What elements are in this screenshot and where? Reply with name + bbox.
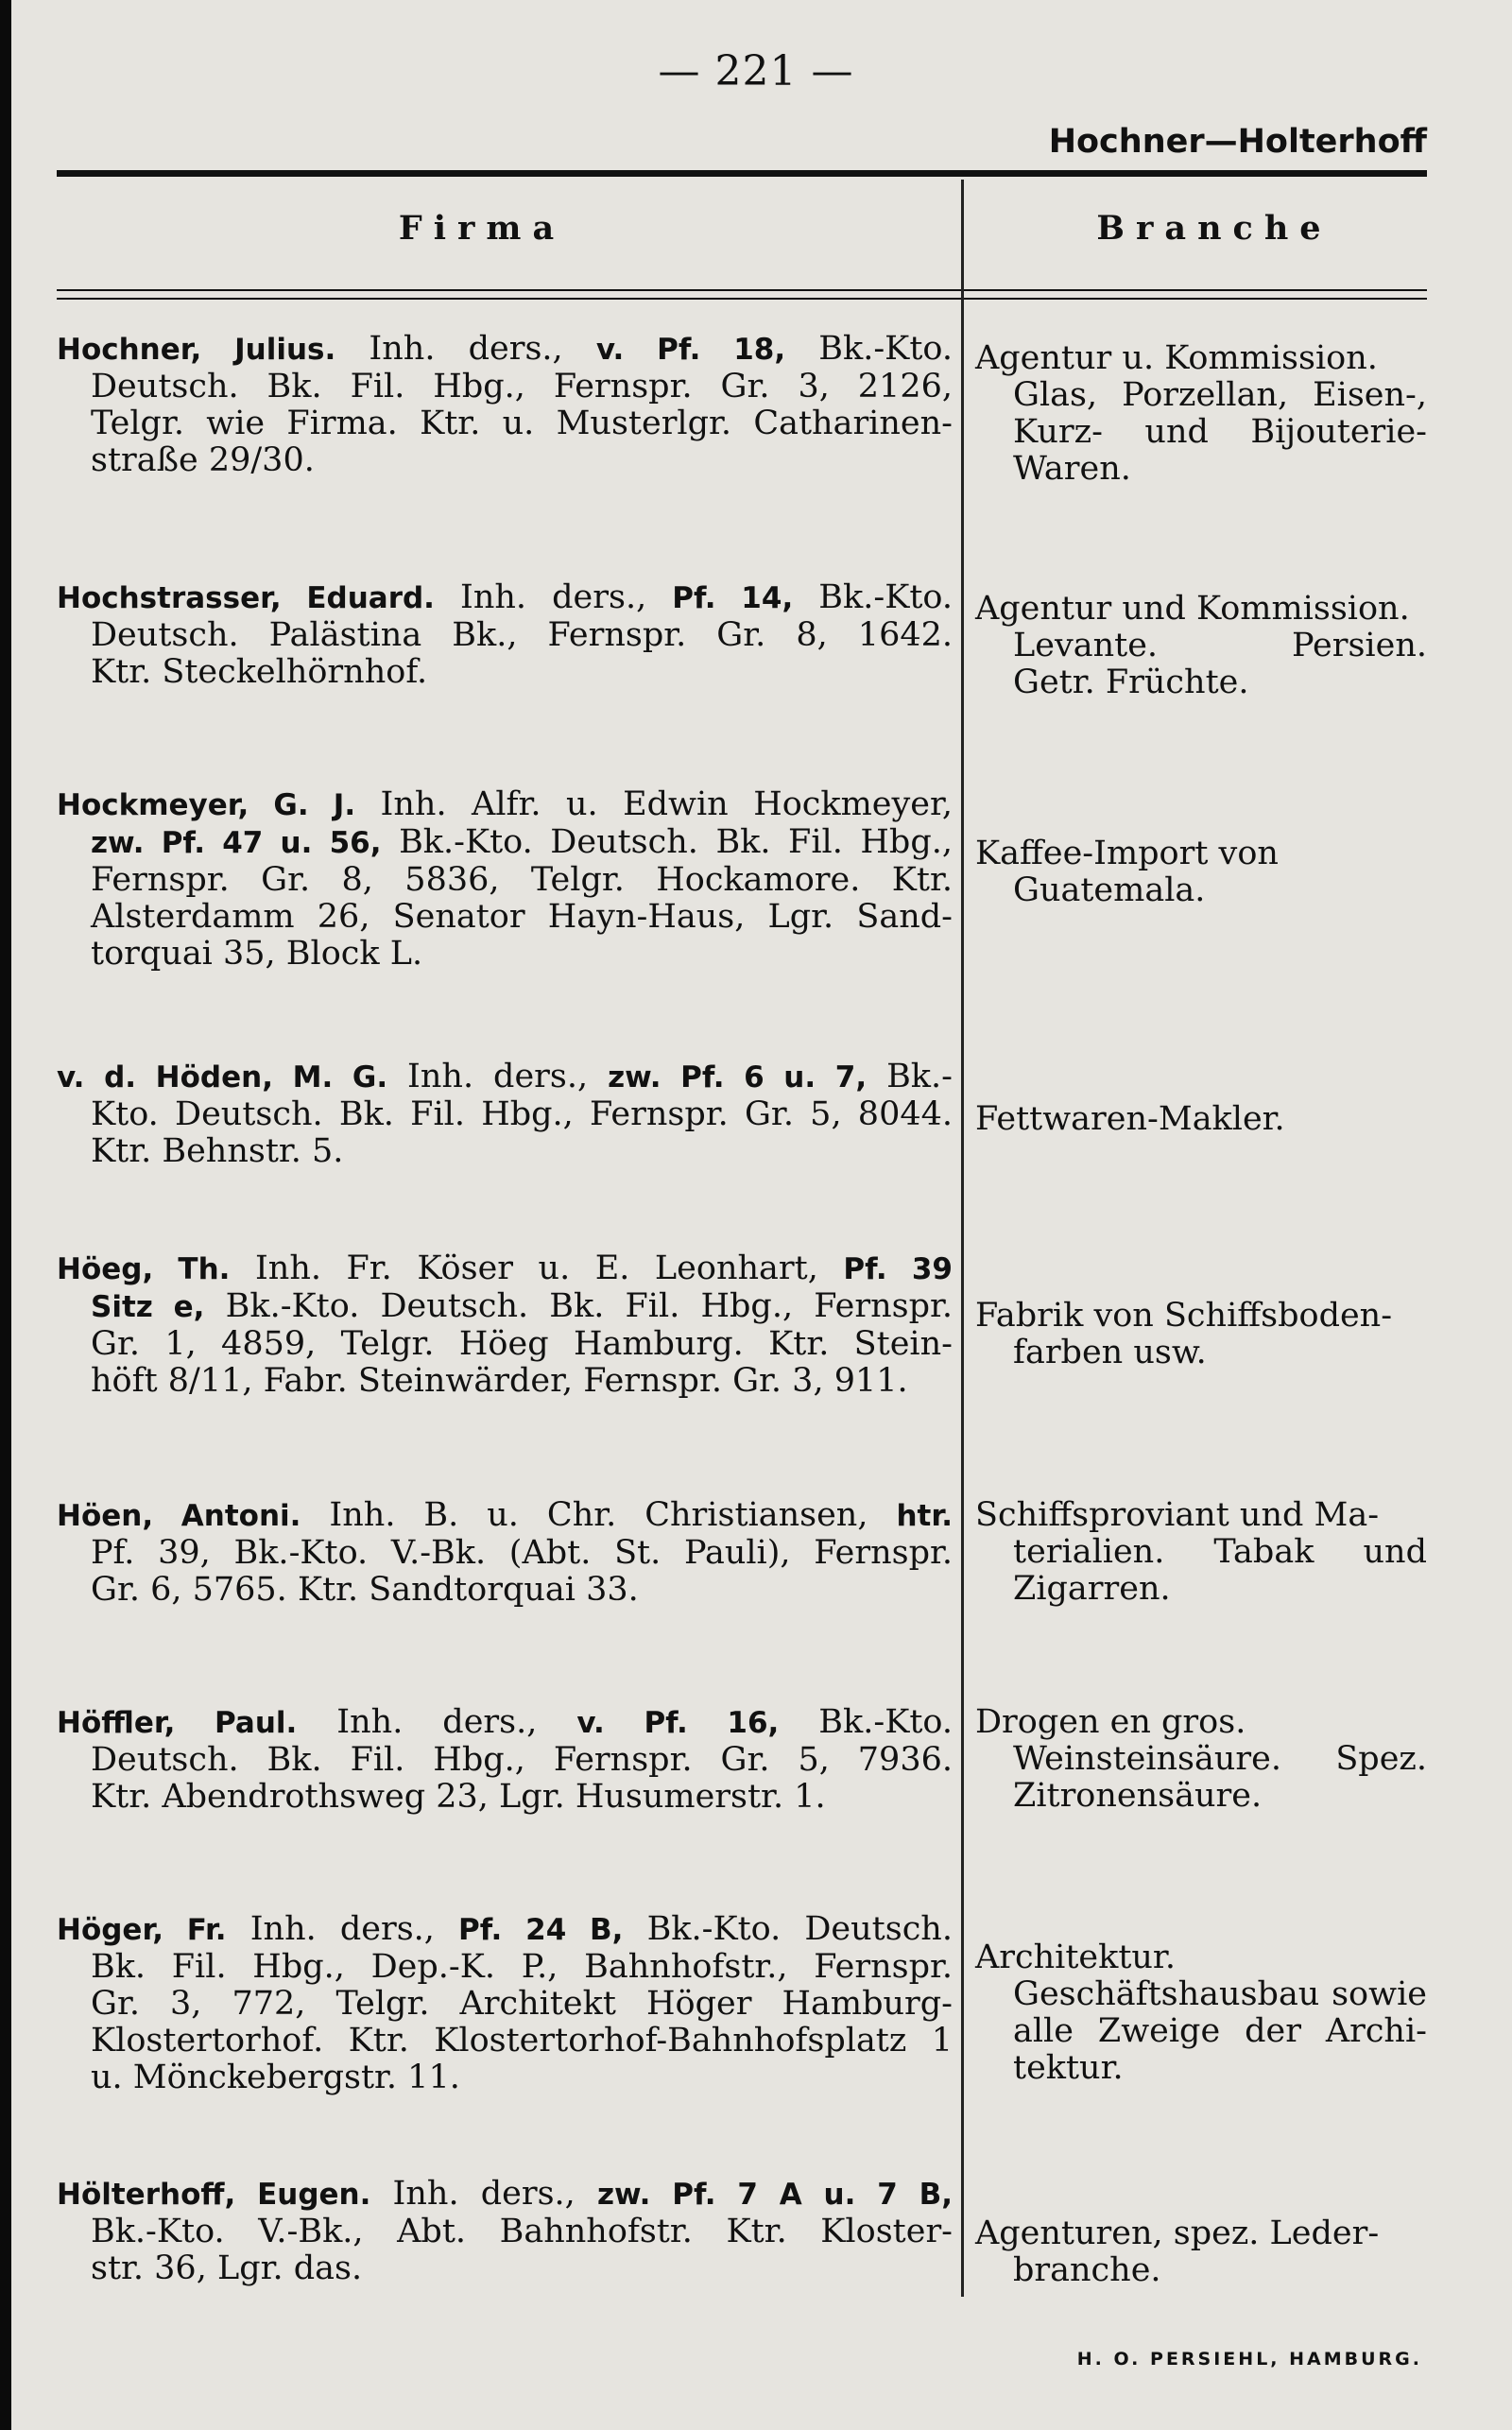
- firma-line: [57, 1326, 953, 1363]
- firma-line: [57, 2214, 953, 2250]
- firma-line: [57, 899, 953, 936]
- firma-details: Bk.-Kto. V.-Bk., Abt. Bahnhofstr. Ktr. Kloster-: [91, 2213, 953, 2250]
- branche-line: Levante. Persien.: [1013, 627, 1427, 664]
- branche-text: [975, 1298, 1427, 1371]
- firma-line: [57, 617, 953, 654]
- branche-line: terialien. Tabak und: [1013, 1533, 1427, 1571]
- firma-details: Fernspr. Gr. 8, 5836, Telgr. Hockamore. Ktr.: [91, 861, 953, 899]
- firm-name: Hochner, Julius.: [57, 333, 336, 367]
- firma-details: Inh. ders.,: [335, 330, 596, 368]
- firma-text: [57, 2176, 953, 2287]
- postfach: v. Pf. 16,: [576, 1706, 780, 1740]
- firm-name: v. d. Höden, M. G.: [57, 1060, 388, 1094]
- firma-details: Deutsch. Bk. Fil. Hbg., Fernspr. Gr. 5, 7936.: [91, 1741, 953, 1779]
- postfach: v. Pf. 18,: [595, 333, 786, 367]
- branche-line: Agentur und Kommission.: [975, 590, 1410, 628]
- branche-line: branche.: [1013, 2251, 1161, 2289]
- column-divider: [961, 180, 964, 2297]
- branche-text: [975, 340, 1427, 488]
- firma-line: [57, 2250, 953, 2287]
- branche-text: [975, 591, 1427, 701]
- header-rule-lower: [57, 298, 1427, 300]
- firma-text: [57, 1704, 953, 1816]
- firma-line: [57, 1949, 953, 1986]
- firm-name: Höen, Antoni.: [57, 1499, 301, 1533]
- firma-line: [57, 1911, 953, 1949]
- firma-text: [57, 331, 953, 479]
- firma-details: Inh. ders.,: [370, 2175, 597, 2213]
- branche-line: Drogen en gros.: [975, 1703, 1246, 1741]
- firma-line: [57, 405, 953, 442]
- branche-text: [975, 1497, 1427, 1608]
- firma-line: [57, 1704, 953, 1742]
- firma-line: [57, 2023, 953, 2059]
- top-rule: [57, 170, 1427, 177]
- firma-line: [57, 1363, 953, 1400]
- firma-details: str. 36, Lgr. das.: [91, 2249, 363, 2287]
- branche-text: [975, 836, 1427, 909]
- branche-line: Fettwaren-Makler.: [975, 1100, 1285, 1138]
- branche-text: [975, 2215, 1427, 2289]
- firma-details: Kto. Deutsch. Bk. Fil. Hbg., Fernspr. Gr. 5, 8044.: [91, 1095, 953, 1133]
- firma-details: Bk.-Kto.: [785, 330, 953, 368]
- firma-line: [57, 369, 953, 405]
- firma-details: Gr. 6, 5765. Ktr. Sandtorquai 33.: [91, 1571, 639, 1609]
- page-edge-shadow: [0, 0, 11, 2430]
- branche-line: Weinsteinsäure. Spez.: [1013, 1740, 1427, 1778]
- firm-name: Höger, Fr.: [57, 1913, 227, 1947]
- firma-details: Deutsch. Palästina Bk., Fernspr. Gr. 8, 1642.: [91, 616, 953, 654]
- firma-details: Bk.-Kto. Deutsch.: [623, 1910, 953, 1948]
- postfach: zw. Pf. 47 u. 56,: [91, 826, 382, 860]
- firma-line: [57, 1497, 953, 1535]
- firma-details: Inh. ders.,: [297, 1703, 577, 1741]
- firma-details: Ktr. Steckelhörnhof.: [91, 653, 428, 691]
- firma-details: Bk.-Kto. Deutsch. Bk. Fil. Hbg., Fernspr.: [204, 1287, 953, 1325]
- branche-line: Kaffee-Import von: [975, 835, 1279, 872]
- firma-line: [57, 824, 953, 862]
- firm-name: Hochstrasser, Eduard.: [57, 581, 435, 615]
- branche-line: Zigarren.: [1013, 1570, 1171, 1608]
- firma-line: [57, 2176, 953, 2214]
- firm-name: Hockmeyer, G. J.: [57, 788, 356, 822]
- firma-line: [57, 786, 953, 824]
- firma-details: Bk.-Kto.: [779, 1703, 953, 1741]
- firma-line: [57, 862, 953, 899]
- firma-line: [57, 1572, 953, 1609]
- branche-text: [975, 1101, 1427, 1138]
- firma-line: [57, 1742, 953, 1779]
- firma-text: [57, 1059, 953, 1170]
- firma-details: straße 29/30.: [91, 441, 315, 479]
- column-header-branche: Branche: [1096, 209, 1332, 248]
- firm-name: Höffler, Paul.: [57, 1706, 298, 1740]
- postfach: zw. Pf. 7 A u. 7 B,: [596, 2178, 953, 2212]
- postfach: Pf. 39: [843, 1252, 953, 1286]
- firma-details: Inh. B. u. Chr. Christiansen,: [301, 1496, 897, 1534]
- firm-name: Höeg, Th.: [57, 1252, 231, 1286]
- postfach: Sitz e,: [91, 1290, 205, 1324]
- firma-text: [57, 1250, 953, 1400]
- firma-text: [57, 1497, 953, 1609]
- firma-details: Bk. Fil. Hbg., Dep.-K. P., Bahnhofstr., Fernspr.: [91, 1948, 953, 1986]
- firma-details: höft 8/11, Fabr. Steinwärder, Fernspr. Gr. 3, 911.: [91, 1362, 908, 1400]
- branche-line: farben usw.: [1013, 1334, 1207, 1371]
- firma-details: Gr. 1, 4859, Telgr. Höeg Hamburg. Ktr. Stein-: [91, 1325, 953, 1363]
- branche-line: Guatemala.: [1013, 871, 1206, 909]
- firma-details: Inh. Fr. Köser u. E. Leonhart,: [230, 1249, 844, 1287]
- running-head: Hochner—Holterhoff: [1048, 123, 1427, 161]
- firma-line: [57, 1779, 953, 1816]
- branche-line: Getr. Früchte.: [1013, 664, 1249, 701]
- firma-text: [57, 579, 953, 691]
- postfach: zw. Pf. 6 u. 7,: [608, 1060, 868, 1094]
- branche-line: Kurz- und Bijouterie-: [1013, 413, 1427, 451]
- branche-line: Architektur.: [975, 1939, 1176, 1976]
- column-header-firma: Firma: [398, 209, 566, 248]
- firma-details: torquai 35, Block L.: [91, 935, 423, 973]
- firma-details: Inh. ders.,: [387, 1058, 609, 1095]
- printer-imprint: H. O. PERSIEHL, HAMBURG.: [1076, 2349, 1422, 2370]
- branche-line: Schiffsproviant und Ma-: [975, 1496, 1380, 1534]
- firma-line: [57, 1535, 953, 1572]
- firma-line: [57, 1986, 953, 2023]
- branche-line: Geschäftshausbau sowie: [1013, 1975, 1427, 2013]
- firma-details: Bk.-: [867, 1058, 953, 1095]
- header-rule-upper: [57, 289, 1427, 291]
- branche-line: Zitronensäure.: [1013, 1777, 1263, 1815]
- firma-line: [57, 654, 953, 691]
- firma-line: [57, 331, 953, 369]
- branche-line: Agenturen, spez. Leder-: [975, 2215, 1380, 2252]
- branche-line: alle Zweige der Archi-: [1013, 2012, 1427, 2050]
- firma-line: [57, 1059, 953, 1096]
- postfach: Pf. 24 B,: [458, 1913, 624, 1947]
- branche-line: Glas, Porzellan, Eisen-,: [1013, 376, 1427, 414]
- firma-line: [57, 1250, 953, 1288]
- firma-details: Ktr. Behnstr. 5.: [91, 1132, 344, 1170]
- branche-text: [975, 1939, 1427, 2087]
- firma-details: Klostertorhof. Ktr. Klostertorhof-Bahnhofsplatz 1: [91, 2022, 953, 2059]
- firma-details: Inh. ders.,: [434, 578, 673, 616]
- firma-details: Inh. ders.,: [226, 1910, 459, 1948]
- firma-details: Telgr. wie Firma. Ktr. u. Musterlgr. Catharinen-: [91, 405, 953, 442]
- branche-line: tektur.: [1013, 2049, 1124, 2087]
- firma-line: [57, 1133, 953, 1170]
- branche-text: [975, 1704, 1427, 1815]
- firma-line: [57, 442, 953, 479]
- firma-line: [57, 936, 953, 973]
- firma-details: Deutsch. Bk. Fil. Hbg., Fernspr. Gr. 3, 2126,: [91, 368, 953, 405]
- page-number: — 221 —: [658, 47, 854, 95]
- branche-line: Agentur u. Kommission.: [975, 339, 1378, 377]
- firma-text: [57, 786, 953, 973]
- firm-name: Hölterhoff, Eugen.: [57, 2178, 371, 2212]
- firma-details: Pf. 39, Bk.-Kto. V.-Bk. (Abt. St. Pauli), Fernspr.: [91, 1534, 953, 1572]
- firma-details: Gr. 3, 772, Telgr. Architekt Höger Hamburg-: [91, 1985, 953, 2023]
- firma-details: Inh. Alfr. u. Edwin Hockmeyer,: [355, 785, 953, 823]
- firma-line: [57, 1096, 953, 1133]
- firma-details: Bk.-Kto. Deutsch. Bk. Fil. Hbg.,: [381, 823, 953, 861]
- firma-line: [57, 1288, 953, 1326]
- branche-line: Fabrik von Schiffsboden-: [975, 1297, 1393, 1335]
- firma-details: u. Mönckebergstr. 11.: [91, 2059, 460, 2096]
- firma-line: [57, 2059, 953, 2096]
- branche-line: Waren.: [1013, 450, 1131, 488]
- firma-line: [57, 579, 953, 617]
- postfach: Pf. 14,: [672, 581, 794, 615]
- firma-details: Ktr. Abendrothsweg 23, Lgr. Husumerstr. 1.: [91, 1778, 826, 1816]
- postfach: htr.: [896, 1499, 953, 1533]
- firma-text: [57, 1911, 953, 2096]
- firma-details: Bk.-Kto.: [793, 578, 953, 616]
- firma-details: Alsterdamm 26, Senator Hayn-Haus, Lgr. Sand-: [91, 898, 953, 936]
